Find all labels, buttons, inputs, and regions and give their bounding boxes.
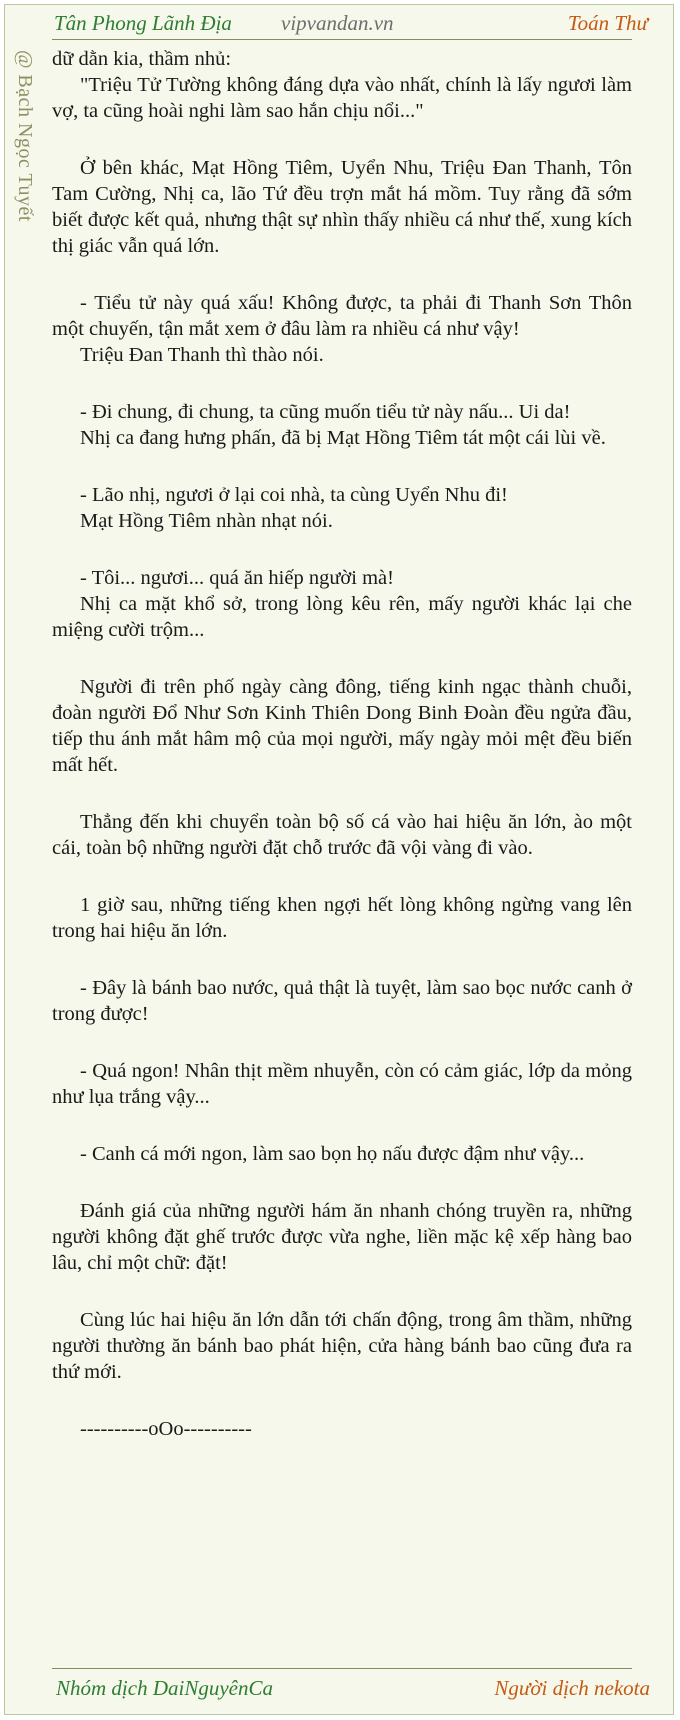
dialogue-line: - Đây là bánh bao nước, quả thật là tuyệt, làm sao bọc nước canh ở trong được! bbox=[52, 977, 632, 1025]
paragraph-gap bbox=[52, 451, 632, 482]
paragraph-gap bbox=[52, 124, 632, 155]
dialogue-line: - Canh cá mới ngon, làm sao bọn họ nấu được đậm như vậy... bbox=[80, 1143, 585, 1165]
paragraph: Thẳng đến khi chuyển toàn bộ số cá vào hai hiệu ăn lớn, ào một cái, toàn bộ những người đặt chỗ trước đã vội vàng đi vào. bbox=[52, 811, 632, 859]
site-url[interactable]: vipvandan.vn bbox=[281, 11, 394, 35]
paragraph-gap bbox=[52, 778, 632, 809]
paragraph-gap bbox=[52, 1276, 632, 1307]
section-separator: ----------oOo---------- bbox=[80, 1418, 252, 1440]
paragraph: dữ dằn kia, thầm nhủ: bbox=[52, 48, 232, 70]
paragraph-gap bbox=[52, 368, 632, 399]
chapter-content bbox=[52, 46, 632, 1442]
dialogue-line: - Lão nhị, ngươi ở lại coi nhà, ta cùng Uyển Nhu đi! bbox=[80, 484, 508, 506]
paragraph: Đánh giá của những người hám ăn nhanh chóng truyền ra, những người không đặt ghế trước được vừa nghe, liền mặc kệ xếp hàng bao lâu, chỉ một chữ: đặt! bbox=[52, 1200, 632, 1274]
dialogue-line: - Quá ngon! Nhân thịt mềm nhuyễn, còn có cảm giác, lớp da mỏng như lụa trắng vậy... bbox=[52, 1060, 632, 1108]
paragraph-gap bbox=[52, 1027, 632, 1058]
paragraph-gap bbox=[52, 259, 632, 290]
paragraph-gap bbox=[52, 861, 632, 892]
dialogue-line: - Tiểu tử này quá xấu! Không được, ta phải đi Thanh Sơn Thôn một chuyến, tận mắt xem ở đâu làm ra nhiều cá như vậy! bbox=[52, 292, 632, 340]
paragraph: Người đi trên phố ngày càng đông, tiếng kinh ngạc thành chuỗi, đoàn người Đổ Như Sơn Kinh Thiên Dong Binh Đoàn đều ngửa đầu, tiếp thu ánh mắt hâm mộ của mọi người, mấy ngày mỏi mệt đều biến mất hết. bbox=[52, 676, 632, 776]
site-title: Tân Phong Lãnh Địa bbox=[54, 11, 232, 35]
paragraph-gap bbox=[52, 534, 632, 565]
page-header bbox=[50, 10, 648, 36]
dialogue-line: - Tôi... ngươi... quá ăn hiếp người mà! bbox=[80, 567, 394, 589]
paragraph-gap bbox=[52, 944, 632, 975]
header-divider bbox=[52, 39, 632, 40]
translation-group: Nhóm dịch DaiNguyênCa bbox=[56, 1676, 273, 1700]
paragraph: Cùng lúc hai hiệu ăn lớn dẫn tới chấn động, trong âm thầm, những người thường ăn bánh bao phát hiện, cửa hàng bánh bao cũng đưa ra thứ mới. bbox=[52, 1309, 632, 1383]
author-name: Toán Thư bbox=[567, 11, 648, 35]
paragraph: 1 giờ sau, những tiếng khen ngợi hết lòng không ngừng vang lên trong hai hiệu ăn lớn. bbox=[52, 894, 632, 942]
side-credit: @ Bạch Ngọc Tuyết bbox=[14, 50, 36, 222]
paragraph-gap bbox=[52, 1110, 632, 1141]
paragraph: Ở bên khác, Mạt Hồng Tiêm, Uyển Nhu, Triệu Đan Thanh, Tôn Tam Cường, Nhị ca, lão Tứ đều trợn mắt há mồm. Tuy rằng đã sớm biết được kết quả, nhưng thật sự nhìn thấy nhiều cá như thế, xung kích thị giác vẫn quá lớn. bbox=[52, 157, 632, 257]
footer-divider bbox=[52, 1668, 632, 1669]
paragraph-gap bbox=[52, 1167, 632, 1198]
paragraph-gap bbox=[52, 1385, 632, 1416]
page-footer bbox=[52, 1674, 650, 1702]
translator-name: Người dịch nekota bbox=[494, 1676, 650, 1700]
paragraph: Nhị ca mặt khổ sở, trong lòng kêu rên, mấy người khác lại che miệng cười trộm... bbox=[52, 593, 632, 641]
paragraph: Triệu Đan Thanh thì thào nói. bbox=[80, 344, 324, 366]
paragraph: Mạt Hồng Tiêm nhàn nhạt nói. bbox=[80, 510, 333, 532]
paragraph-gap bbox=[52, 643, 632, 674]
dialogue-line: - Đi chung, đi chung, ta cũng muốn tiểu tử này nấu... Ui da! bbox=[80, 401, 571, 423]
paragraph: Nhị ca đang hưng phấn, đã bị Mạt Hồng Tiêm tát một cái lùi về. bbox=[80, 427, 606, 449]
paragraph: "Triệu Tử Tường không đáng dựa vào nhất, chính là lấy ngươi làm vợ, ta cũng hoài nghi làm sao hắn chịu nổi..." bbox=[52, 74, 632, 122]
